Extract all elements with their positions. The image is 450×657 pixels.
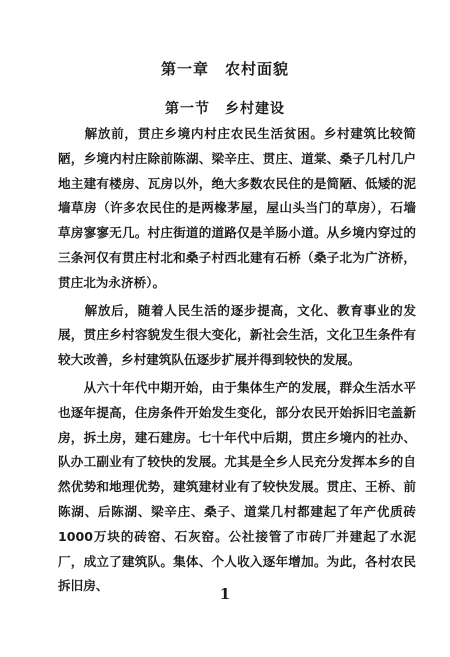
paragraph: 解放后，随着人民生活的逐步提高，文化、教育事业的发展，贯庄乡村容貌发生很大变化，新社会生活，文化卫生条件有较大改善，乡村建筑队伍逐步扩展并得到较快的发展。 — [58, 302, 416, 368]
chapter-title: 第一章 农村面貌 — [160, 60, 289, 78]
page-number: 1 — [219, 585, 231, 603]
body-text — [58, 122, 416, 599]
paragraph: 解放前，贯庄乡境内村庄农民生活贫困。乡村建筑比较简陋，乡境内村庄除前陈湖、梁辛庄、贯庄、道棠、桑子几村几户地主建有楼房、瓦房以外，绝大多数农民住的是简陋、低矮的泥墙草房（许多农民住的是两椽茅屋，屋山头当门的草房），石墙草房寥寥无几。村庄街道的道路仅是羊肠小道。从乡境内穿过的三条河仅有贯庄村北和桑子村西北建有石桥（桑子北为广济桥，贯庄北为永济桥）。 — [58, 126, 416, 290]
section-title: 第一节 乡村建设 — [165, 101, 285, 117]
paragraph: 从六十年代中期开始，由于集体生产的发展，群众生活水平也逐年提高，住房条件开始发生变化，部分农民开始拆旧宅盖新房，拆土房，建石建房。七十年代中后期，贯庄乡境内的社办、队办工副业有了较快的发展。尤其是全乡人民充分发挥本乡的自然优势和地理优势，建筑建材业有了较快发展。贯庄、王桥、前陈湖、后陈湖、梁辛庄、桑子、道棠几村都建起了年产优质砖1000万块的砖窑、石灰窑。公社接管了市砖厂并建起了水泥厂，成立了建筑队。集体、个人收入逐年增加。为此，各村农民拆旧房、 — [58, 379, 416, 594]
